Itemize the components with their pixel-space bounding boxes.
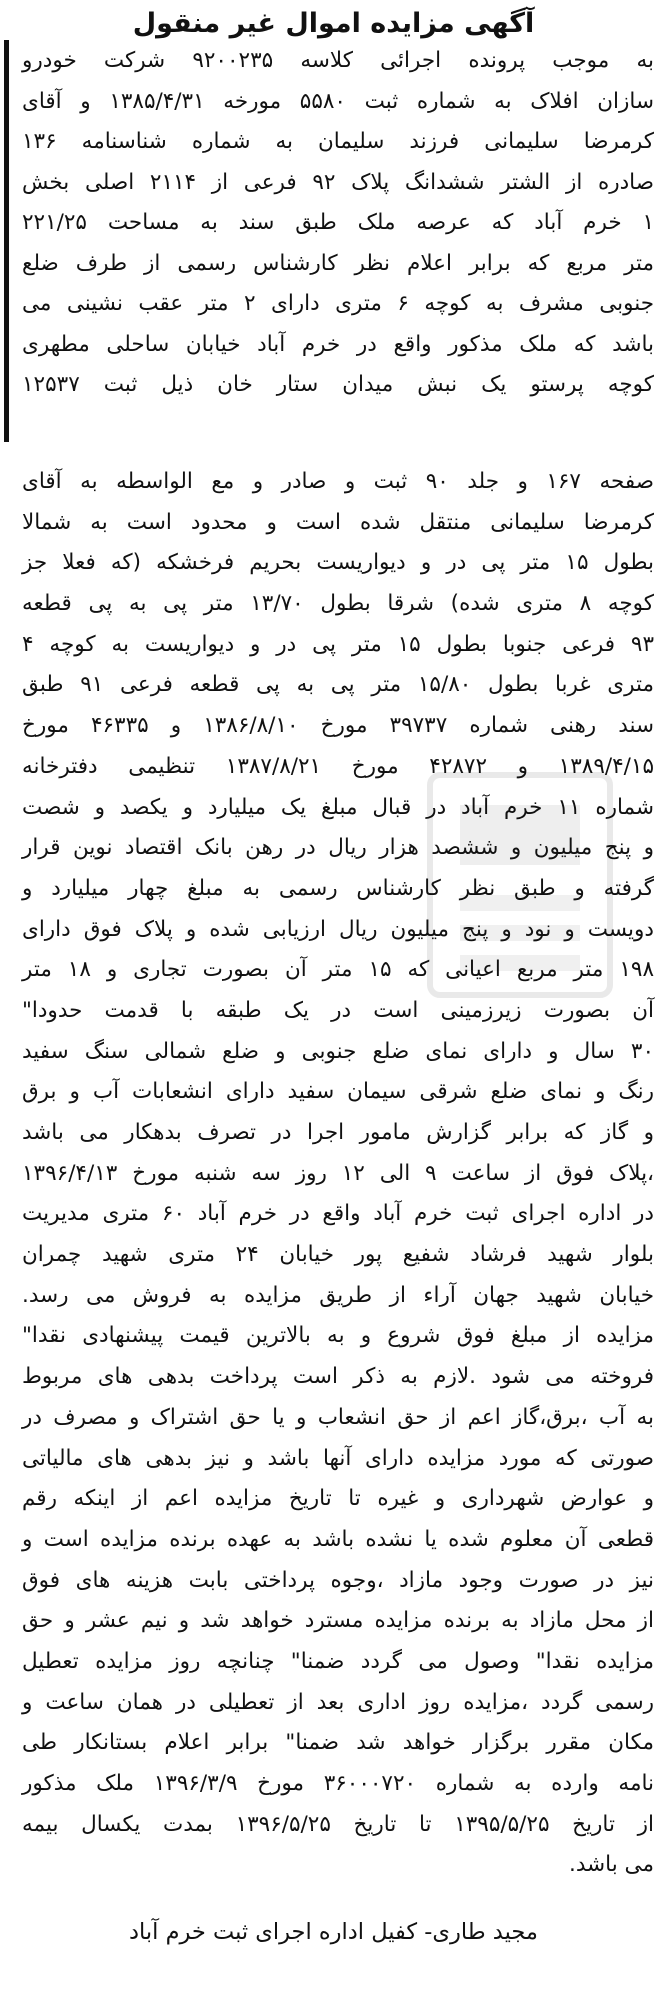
text-line: دویست و نود و پنج میلیون ریال ارزیابی شده و پلاک فوق دارای [22,916,654,942]
text-line: نیز در صورت وجود مازاد ،وجوه پرداختی بابت هزینه های فوق [22,1567,654,1593]
text-line: ۱۳۸۹/۴/۱۵ و ۴۲۸۷۲ مورخ ۱۳۸۷/۸/۲۱ تنظیمی دفترخانه [22,753,654,779]
text-line: سازان افلاک به شماره ثبت ۵۵۸۰ مورخه ۱۳۸۵/۴/۳۱ و آقای [22,88,654,114]
text-line: صورتی که مورد مزایده دارای آنها باشد و نیز بدهی های مالیاتی [22,1445,654,1471]
text-line: در اداره اجرای ثبت خرم آباد واقع در خرم آباد ۶۰ متری مدیریت [22,1201,654,1227]
text-line: رنگ و نمای ضلع شرقی سیمان سفید دارای انشعابات آب و برق [22,1079,654,1105]
text-line: ۱ خرم آباد که عرصه ملک طبق سند به مساحت ۲۲۱/۲۵ [22,210,654,235]
text-line: سند رهنی شماره ۳۹۷۳۷ مورخ ۱۳۸۶/۸/۱۰ و ۴۶۳۳۵ مورخ [22,713,655,739]
text-line: بطول ۱۵ متر پی در و دیواریست بحریم فرخشکه (که فعلا جز [22,550,654,576]
text-line: صفحه ۱۶۷ و جلد ۹۰ ثبت و صادر و مع الواسطه به آقای [22,469,654,494]
text-line: ۹۳ فرعی جنوبا بطول ۱۵ متر پی در و دیواریست به کوچه ۴ [22,631,654,657]
text-line: کوچه پرستو یک نبش میدان ستار خان ذیل ثبت ۱۲۵۳۷ [22,372,654,397]
lead-paragraph [22,41,654,406]
notice-title: آگهی مزایده اموال غیر منقول [132,8,535,39]
text-line: ۱۹۸ متر مربع اعیانی که ۱۵ متر آن بصورت تجاری و ۱۸ متر [22,957,654,983]
text-line: قطعی آن معلوم شده یا نشده باشد به عهده برنده مزایده است و [22,1526,654,1552]
text-line: مکان مقرر برگزار خواهد شد ضمنا" برابر اعلام بستانکار طی [22,1730,654,1756]
text-line: و گاز که برابر گزارش مامور اجرا در تصرف بدهکار می باشد [22,1120,654,1145]
text-line: و پنج میلیون و ششصد هزار ریال در رهن بانک اقتصاد نوین قرار [22,835,654,861]
lead-border-bar [4,40,9,442]
text-line: از تاریخ ۱۳۹۵/۵/۲۵ تا تاریخ ۱۳۹۶/۵/۲۵ بمدت یکسال بیمه [22,1811,654,1837]
text-line: و عوارض شهرداری و غیره تا تاریخ مزایده اعم از اینکه رقم [22,1486,654,1512]
text-line: متری غربا بطول ۱۵/۸۰ متر پی به پی قطعه فرعی ۹۱ طبق [22,672,654,698]
text-line: گرفته و طبق نظر کارشناس رسمی به مبلغ چهار میلیارد و [22,875,654,901]
signature-line: مجید طاری- کفیل اداره اجرای ثبت خرم آباد [129,1919,538,1945]
text-line: مزایده از مبلغ فوق شروع و به بالاترین قیمت پیشنهادی نقدا" [22,1323,654,1349]
text-line: شماره ۱۱ خرم آباد در قبال مبلغ یک میلیارد و یکصد و شصت [22,794,654,820]
text-line: کرمرضا سلیمانی فرزند سلیمان به شماره شناسنامه ۱۳۶ [22,129,654,154]
text-line: فروخته می شود .لازم به ذکر است پرداخت بدهی های مربوط [22,1364,654,1390]
text-line: باشد که ملک مذکور واقع در خرم آباد خیابان ساحلی مطهری [22,331,654,357]
text-line: نامه وارده به شماره ۳۶۰۰۰۷۲۰ مورخ ۱۳۹۶/۳/۹ ملک مذکور [22,1771,654,1796]
text-line: بلوار شهید فرشاد شفیع پور خیابان ۲۴ متری شهید چمران [22,1242,654,1268]
text-line: متر مربع که برابر اعلام نظر کارشناس رسمی از طرف ضلع [22,250,654,276]
text-line: از محل مازاد به برنده مزایده مسترد خواهد شد و نیم عشر و حق [22,1608,654,1634]
text-line: جنوبی مشرف به کوچه ۶ متری دارای ۲ متر عقب نشینی می [22,291,654,316]
text-line: مزایده نقدا" وصول می گردد ضمنا" چنانچه روز مزایده تعطیل [22,1648,654,1674]
text-line: ۳۰ سال و دارای نمای ضلع جنوبی و ضلع شمالی سنگ سفید [22,1038,654,1064]
text-line: ،پلاک فوق از ساعت ۹ الی ۱۲ روز سه شنبه مورخ ۱۳۹۶/۴/۱۳ [22,1160,654,1186]
text-line: کرمرضا سلیمانی منتقل شده است و محدود است به شمالا [22,509,654,535]
body-paragraph [22,462,654,1886]
text-line: می باشد. [569,1852,654,1878]
text-line: آن بصورت زیرزمینی است در یک طبقه با قدمت حدودا" [22,997,654,1023]
text-line: کوچه ۸ متری شده) شرقا بطول ۱۳/۷۰ متر پی به پی قطعه [22,591,655,617]
text-line: رسمی گردد ،مزایده روز اداری بعد از تعطیلی در همان ساعت و [22,1689,654,1715]
text-line: به موجب پرونده اجرائی کلاسه ۹۲۰۰۲۳۵ شرکت خودرو [22,48,654,73]
text-line: خیابان شهید جهان آراء از طریق مزایده به فروش می رسد. [22,1282,654,1308]
text-line: صادره از الشتر ششدانگ پلاک ۹۲ فرعی از ۲۱۱۴ اصلی بخش [22,169,654,195]
text-line: به آب ،برق،گاز اعم از حق انشعاب و یا حق اشتراک و مصرف در [22,1404,654,1430]
